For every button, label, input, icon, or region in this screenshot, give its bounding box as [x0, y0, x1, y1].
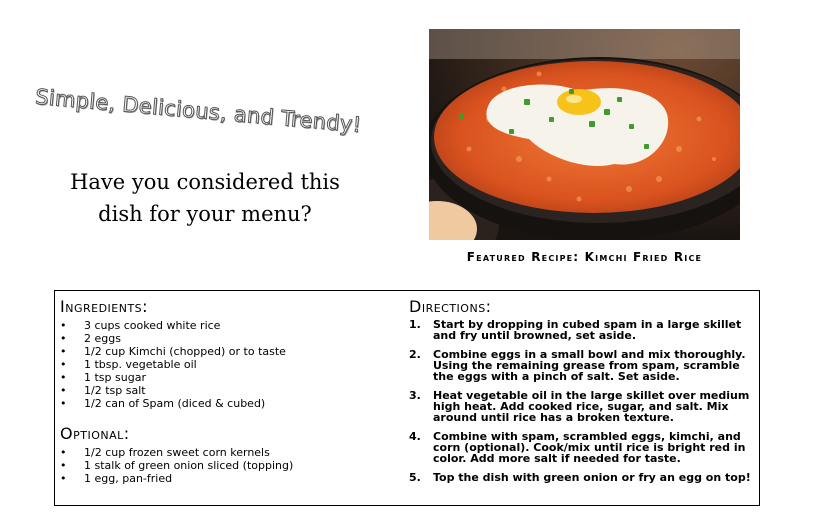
optional-list [60, 446, 390, 485]
photo-caption: Featured Recipe: Kimchi Fried Rice [466, 250, 703, 264]
ingredient-item: • 1/2 tsp salt [60, 384, 390, 397]
direction-step [409, 349, 755, 382]
ingredient-item: • 1 tbsp. vegetable oil [60, 358, 390, 371]
optional-item: • 1 egg, pan-fried [60, 472, 390, 485]
step-text: Combine eggs in a small bowl and mix thoroughly. Using the remaining grease from spam, scramble the eggs with a pinch of salt. Set aside. [433, 348, 746, 383]
ingredient-item: • 1/2 cup Kimchi (chopped) or to taste [60, 345, 390, 358]
direction-step [409, 319, 755, 341]
optional-item: • 1/2 cup frozen sweet corn kernels [60, 446, 390, 459]
step-text: Start by dropping in cubed spam in a large skillet and fry until browned, set aside. [433, 318, 742, 342]
ingredients-list [60, 319, 390, 410]
direction-step [409, 390, 755, 423]
step-number: 2. [409, 348, 421, 361]
step-number: 3. [409, 389, 421, 402]
step-text: Top the dish with green onion or fry an egg on top! [433, 471, 751, 484]
ingredient-item: • 3 cups cooked white rice [60, 319, 390, 332]
recipe-box [54, 290, 760, 506]
kimchi-fried-rice-photo [429, 29, 740, 240]
direction-step [409, 431, 755, 464]
step-number: 1. [409, 318, 421, 331]
ingredient-item: • 1/2 can of Spam (diced & cubed) [60, 397, 390, 410]
step-number: 4. [409, 430, 421, 443]
ingredients-column [60, 297, 390, 485]
optional-heading: Optional: [60, 424, 130, 443]
ingredients-heading: Ingredients: [60, 297, 149, 316]
ingredient-item: • 1 tsp sugar [60, 371, 390, 384]
directions-list [409, 319, 755, 483]
ingredient-item: • 2 eggs [60, 332, 390, 345]
step-text: Heat vegetable oil in the large skillet over medium high heat. Add cooked rice, sugar, and salt. Mix around until rice has a broken texture. [433, 389, 750, 424]
step-text: Combine with spam, scrambled eggs, kimchi, and corn (optional). Cook/mix until rice is bright red in color. Add more salt if needed for taste. [433, 430, 746, 465]
headline-wordart: Simple, Delicious, and Trendy! [34, 84, 363, 138]
direction-step [409, 472, 755, 483]
step-number: 5. [409, 471, 421, 484]
optional-item: • 1 stalk of green onion sliced (topping) [60, 459, 390, 472]
food-illustration [429, 29, 740, 240]
directions-column [409, 297, 755, 491]
directions-heading: Directions: [409, 297, 492, 316]
menu-question: Have you considered this dish for your menu? [70, 170, 340, 226]
